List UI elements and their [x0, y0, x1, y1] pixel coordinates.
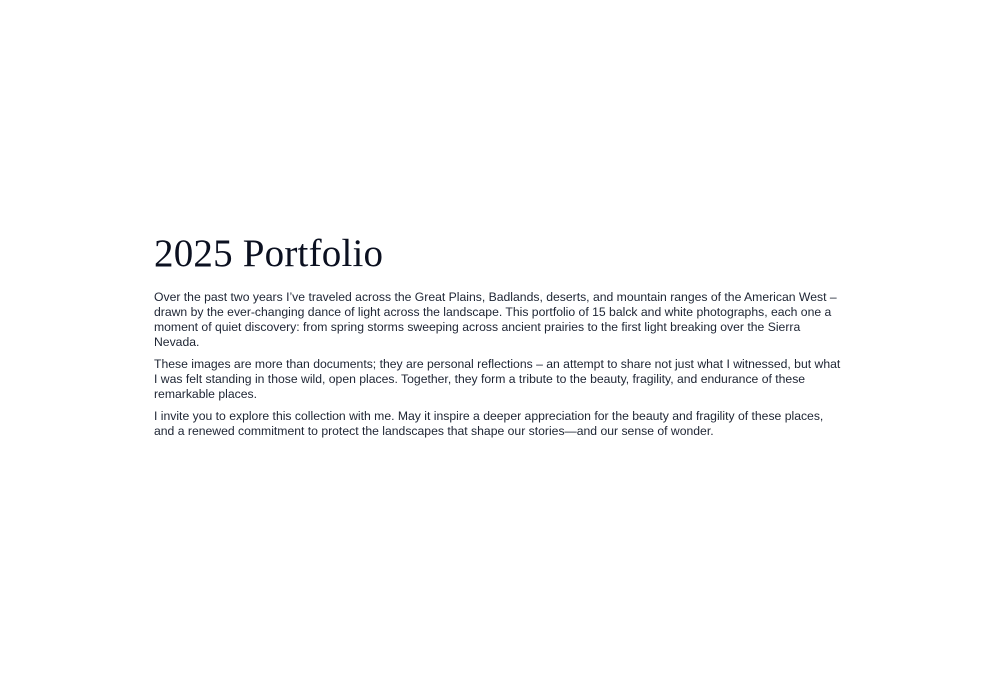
reflection-paragraph: These images are more than documents; they are personal reflections – an attempt to share not just what I witnessed, but what I was felt standing in those wild, open places. Together, they form a tribute to the beauty, fragility, and endurance of these remarkable places. [154, 357, 841, 401]
document-body [154, 232, 846, 446]
intro-paragraph: Over the past two years I’ve traveled across the Great Plains, Badlands, deserts, and mountain ranges of the American West – drawn by the ever-changing dance of light across the landscape. This portfolio of 15 balck and white photographs, each one a moment of quiet discovery: from spring storms sweeping across ancient prairies to the first light breaking over the Sierra Nevada. [154, 290, 837, 349]
invitation-paragraph: I invite you to explore this collection with me. May it inspire a deeper appreciation for the beauty and fragility of these places, and a renewed commitment to protect the landscapes that shape our stories—and our sense of wonder. [154, 409, 824, 438]
page-title: 2025 Portfolio [154, 232, 384, 275]
